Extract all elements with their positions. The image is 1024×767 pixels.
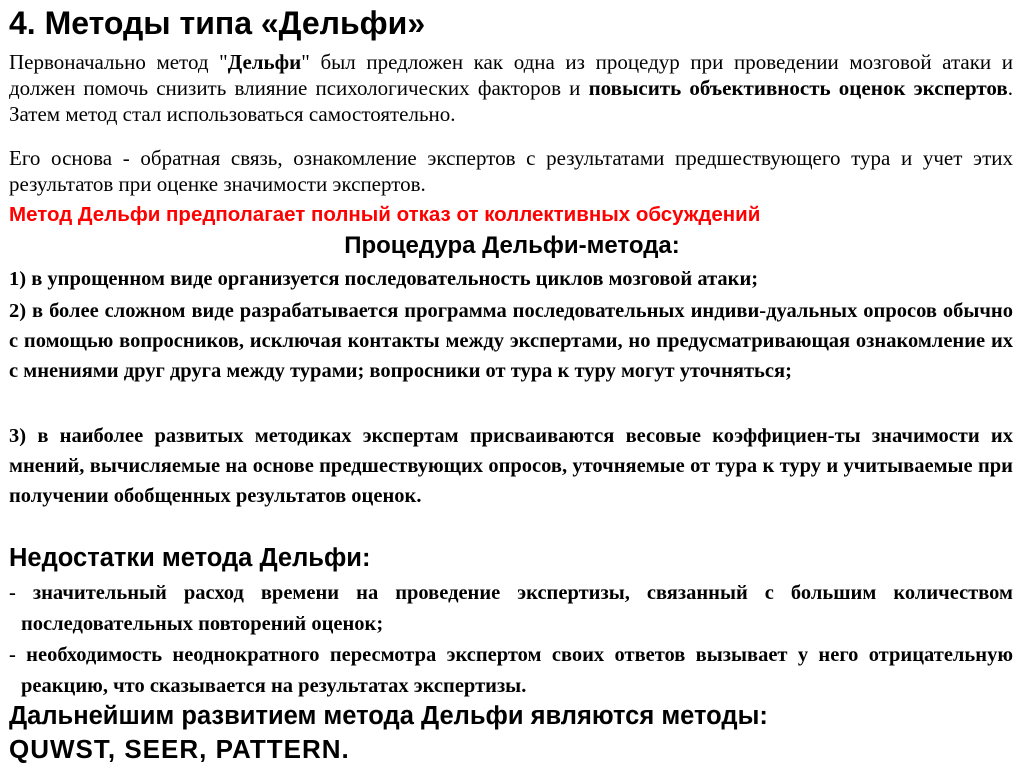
highlight-statement: Метод Дельфи предполагает полный отказ от коллективных обсуждений	[9, 203, 761, 226]
drawbacks-heading: Недостатки метода Дельфи:	[9, 544, 371, 572]
intro-text-1: Первоначально метод "	[9, 50, 228, 74]
procedure-item-2: 2) в более сложном виде разрабатывается программа последовательных индиви-дуальных опросов обычно с помощью вопросников, исключая контакты между экспертами, но предусматривающая ознакомление их с мнениями друг друга между турами; вопросники от тура к туру могут уточняться;	[9, 300, 1013, 382]
intro-bold-objectivity: повысить объективность оценок экспертов	[588, 76, 1008, 100]
basis-paragraph: Его основа - обратная связь, ознакомление экспертов с результатами предшествующего тура и учет этих результатов при оценке значимости экспертов.	[9, 146, 1013, 196]
procedure-heading: Процедура Дельфи-метода:	[344, 232, 680, 259]
intro-bold-delphi: Дельфи	[227, 50, 302, 74]
intro-text-3: . Затем метод стал использоваться самостоятельно.	[9, 76, 1013, 126]
slide-title: 4. Методы типа «Дельфи»	[9, 5, 426, 41]
procedure-item-3: 3) в наиболее развитых методиках экспертам присваиваются весовые коэффициен-ты значимости их мнений, вычисляемые на основе предшествующих опросов, уточняемые от тура к туру и учитываемые при получении обобщенных результатов оценок.	[9, 425, 1013, 507]
intro-text-2: " был предложен как одна из процедур при проведении мозговой атаки и должен помочь снизить влияние психологических факторов и	[9, 50, 1013, 100]
conclusion-line: Дальнейшим развитием метода Дельфи являются методы:	[9, 702, 768, 730]
intro-paragraph	[9, 49, 1013, 127]
conclusion-methods: QUWST, SEER, PATTERN.	[9, 734, 350, 764]
procedure-item-1: 1) в упрощенном виде организуется последовательность циклов мозговой атаки;	[9, 268, 759, 290]
drawback-item-1: - значительный расход времени на проведение экспертизы, связанный с большим количеством последовательных повторений оценок;	[9, 582, 1013, 635]
drawback-item-2: - необходимость неоднократного пересмотра экспертом своих ответов вызывает у него отрицательную реакцию, что сказывается на результатах экспертизы.	[9, 644, 1013, 697]
